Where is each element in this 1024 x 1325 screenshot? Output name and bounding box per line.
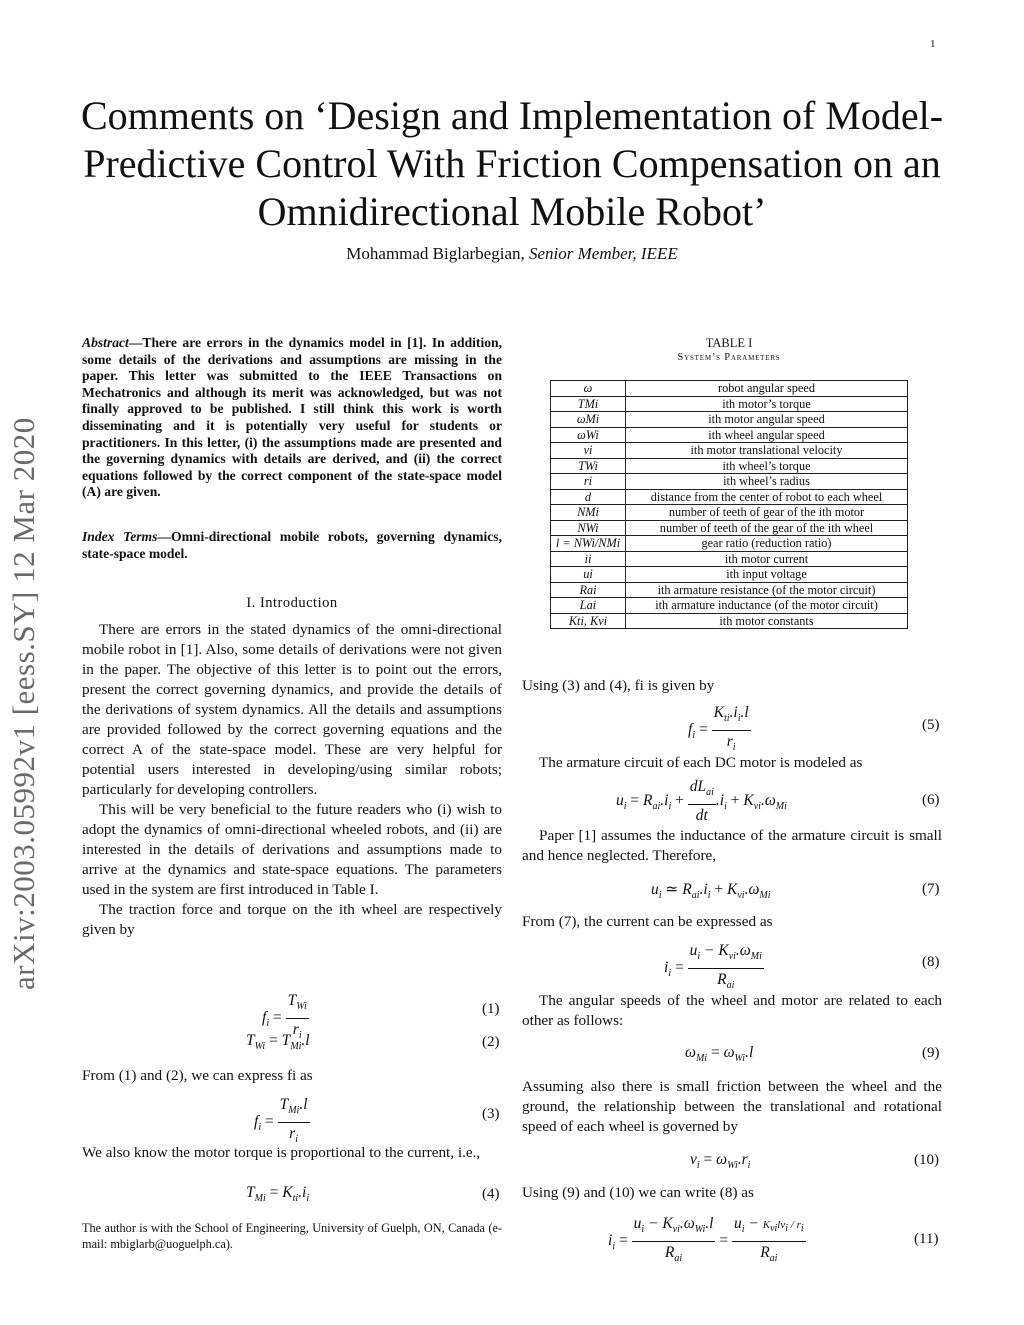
equation-11: $i_i$ = $\frac{u_i - K_{vi}.\omega_{Wi}.l}{R_{ai}}$ = $\frac{u_i - K_{vi}lv_i / r_i}{R_{ai}}$ xyxy=(608,1215,804,1265)
intro-body xyxy=(82,620,502,940)
equation-number-4: (4) xyxy=(482,1186,500,1202)
table-symbol-cell: ω xyxy=(551,381,626,397)
table-symbol-cell: TMi xyxy=(551,396,626,412)
equation-number-9: (9) xyxy=(922,1045,940,1061)
index-terms-label: Index Terms xyxy=(82,529,158,544)
section-heading: I. Introduction xyxy=(246,595,338,611)
table-description-cell: ith wheel’s radius xyxy=(626,474,908,490)
right-text-3: Paper [1] assumes the inductance of the armature circuit is small and hence neglected. Therefore, xyxy=(522,827,942,864)
table-row xyxy=(551,613,908,629)
arxiv-stamp: arXiv:2003.05992v1 [eess.SY] 12 Mar 2020 xyxy=(6,417,41,990)
table-row xyxy=(551,551,908,567)
intro-paragraph-4: From (1) and (2), we can express fi as xyxy=(82,1067,313,1084)
table-description-cell: ith motor angular speed xyxy=(626,412,908,428)
table-row xyxy=(551,582,908,598)
equation-number-6: (6) xyxy=(922,792,940,808)
author-line xyxy=(60,244,964,264)
table-symbol-cell: Lai xyxy=(551,598,626,614)
right-text-4: From (7), the current can be expressed as xyxy=(522,913,773,930)
table-symbol-cell: NWi xyxy=(551,520,626,536)
equation-number-5: (5) xyxy=(922,717,940,733)
index-terms-text: —Omni-directional mobile robots, governing dynamics, state-space model. xyxy=(82,529,502,561)
equation-6: $u_i = R_{ai}.i_i$ + $\frac{dL_{ai}}{dt}$ $.i_i + K_{vi}.\omega_{Mi}$ xyxy=(616,778,787,825)
table-row xyxy=(551,443,908,459)
table-symbol-cell: l = NWi/NMi xyxy=(551,536,626,552)
table-symbol-cell: ui xyxy=(551,567,626,583)
table-row xyxy=(551,567,908,583)
table-symbol-cell: NMi xyxy=(551,505,626,521)
intro-paragraph-2: This will be very beneficial to the future readers who (i) wish to adopt the dynamics of omni-directional wheeled robots, and (ii) are interested in the details of derivations and assumptions made to arrive at the dynamics and state-space equations. The parameters used in the system are first introduced in Table I. xyxy=(82,801,502,898)
table-description-cell: number of teeth of the gear of the ith wheel xyxy=(626,520,908,536)
equation-2: $T_{Wi} = T_{Mi}.l$ xyxy=(246,1032,310,1053)
table-row xyxy=(551,520,908,536)
table-row xyxy=(551,536,908,552)
table-description-cell: ith input voltage xyxy=(626,567,908,583)
table-description-cell: ith motor current xyxy=(626,551,908,567)
table-symbol-cell: ii xyxy=(551,551,626,567)
table-description-cell: distance from the center of robot to each wheel xyxy=(626,489,908,505)
abstract-text: —There are errors in the dynamics model in [1]. In addition, some details of the derivations and assumptions are missing in the paper. This letter was submitted to the IEEE Transactions on Mechatronics and although its merit was acknowledged, but was not finally approved to be published. I still think this work is worth disseminating and it is potentially very useful for students or practitioners. In this letter, (i) the assumptions made are presented and the governing dynamics with details are derived, and (ii) the correct equations followed by the correct component of the state-space model (A) are given. xyxy=(82,335,502,500)
equation-4: $T_{Mi} = K_{ti}.i_i$ xyxy=(246,1184,310,1205)
right-text-6: Assuming also there is small friction between the wheel and the ground, the relationship between the translational and rotational speed of each wheel is governed by xyxy=(522,1078,942,1135)
table-description-cell: gear ratio (reduction ratio) xyxy=(626,536,908,552)
abstract xyxy=(82,335,502,501)
right-text-1: Using (3) and (4), fi is given by xyxy=(522,677,715,694)
table-subtitle: System’s Parameters xyxy=(677,352,781,363)
intro-paragraph-1: There are errors in the stated dynamics of the omni-directional mobile robot in [1]. Also, some details of derivations were not given in the paper. The objective of this letter is to point out the errors, present the correct governing dynamics, and provide the details of the derivations of system dynamics. All the details and assumptions are provided followed by the correct governing equations and the correct A of the state-space model. These are very helpful for potential users interested in developing/using similar robots; particularly for developing controllers. xyxy=(82,621,502,798)
table-description-cell: ith wheel angular speed xyxy=(626,427,908,443)
equation-number-11: (11) xyxy=(914,1231,939,1247)
table-description-cell: ith wheel’s torque xyxy=(626,458,908,474)
author-role: Senior Member, IEEE xyxy=(529,244,678,263)
table-symbol-cell: ri xyxy=(551,474,626,490)
equation-9: $\omega_{Mi} = \omega_{Wi}.l$ xyxy=(685,1044,754,1065)
table-symbol-cell: ωMi xyxy=(551,412,626,428)
parameters-table xyxy=(550,380,908,629)
table-description-cell: ith motor constants xyxy=(626,613,908,629)
intro-paragraph-3: The traction force and torque on the ith wheel are respectively given by xyxy=(82,901,502,938)
right-text-2: The armature circuit of each DC motor is modeled as xyxy=(539,754,863,771)
equation-number-10: (10) xyxy=(914,1152,939,1168)
table-description-cell: robot angular speed xyxy=(626,381,908,397)
paper-title: Comments on ‘Design and Implementation of Model-Predictive Control With Friction Compensation on an Omnidirectional Mobile Robot’ xyxy=(80,93,944,234)
table-symbol-cell: ωWi xyxy=(551,427,626,443)
table-row xyxy=(551,381,908,397)
index-terms xyxy=(82,529,502,562)
equation-number-7: (7) xyxy=(922,881,940,897)
table-description-cell: ith armature inductance (of the motor circuit) xyxy=(626,598,908,614)
equation-1: $f_i$ = $\frac{T_{Wi}}{r_i}$ xyxy=(262,992,307,1042)
table-description-cell: ith motor translational velocity xyxy=(626,443,908,459)
table-row xyxy=(551,458,908,474)
page-number: 1 xyxy=(930,38,936,50)
table-row xyxy=(551,427,908,443)
intro-paragraph-5: We also know the motor torque is proportional to the current, i.e., xyxy=(82,1144,481,1161)
equation-8: $i_i$ = $\frac{u_i - K_{vi}.\omega_{Mi}}{R_{ai}}$ xyxy=(664,942,762,992)
equation-7: $u_i$ ≃ $R_{ai}.i_i + K_{vi}.\omega_{Mi}$ xyxy=(651,881,771,902)
right-text-5: The angular speeds of the wheel and motor are related to each other as follows: xyxy=(522,992,942,1029)
equation-3: $f_i$ = $\frac{T_{Mi}.l}{r_i}$ xyxy=(254,1096,308,1146)
table-row xyxy=(551,396,908,412)
table-description-cell: ith armature resistance (of the motor circuit) xyxy=(626,582,908,598)
table-row xyxy=(551,412,908,428)
table-row xyxy=(551,474,908,490)
table-row xyxy=(551,505,908,521)
table-row xyxy=(551,598,908,614)
footnote: The author is with the School of Engineering, University of Guelph, ON, Canada (e-mail: mbiglarb@uoguelph.ca). xyxy=(82,1221,502,1251)
abstract-label: Abstract xyxy=(82,335,129,350)
table-symbol-cell: d xyxy=(551,489,626,505)
table-symbol-cell: TWi xyxy=(551,458,626,474)
equation-10: $v_i = \omega_{Wi}.r_i$ xyxy=(690,1151,751,1172)
table-description-cell: number of teeth of gear of the ith motor xyxy=(626,505,908,521)
table-caption: TABLE I xyxy=(705,336,753,350)
equation-number-2: (2) xyxy=(482,1034,500,1050)
table-symbol-cell: Rai xyxy=(551,582,626,598)
table-symbol-cell: vi xyxy=(551,443,626,459)
right-text-7: Using (9) and (10) we can write (8) as xyxy=(522,1184,754,1201)
table-symbol-cell: Kti, Kvi xyxy=(551,613,626,629)
equation-number-8: (8) xyxy=(922,954,940,970)
author-name: Mohammad Biglarbegian, xyxy=(346,244,525,263)
equation-number-1: (1) xyxy=(482,1001,500,1017)
equation-number-3: (3) xyxy=(482,1106,500,1122)
equation-5: $f_i$ = $\frac{K_{ti}.i_i.l}{r_i}$ xyxy=(688,704,749,754)
table-row xyxy=(551,489,908,505)
table-description-cell: ith motor’s torque xyxy=(626,396,908,412)
